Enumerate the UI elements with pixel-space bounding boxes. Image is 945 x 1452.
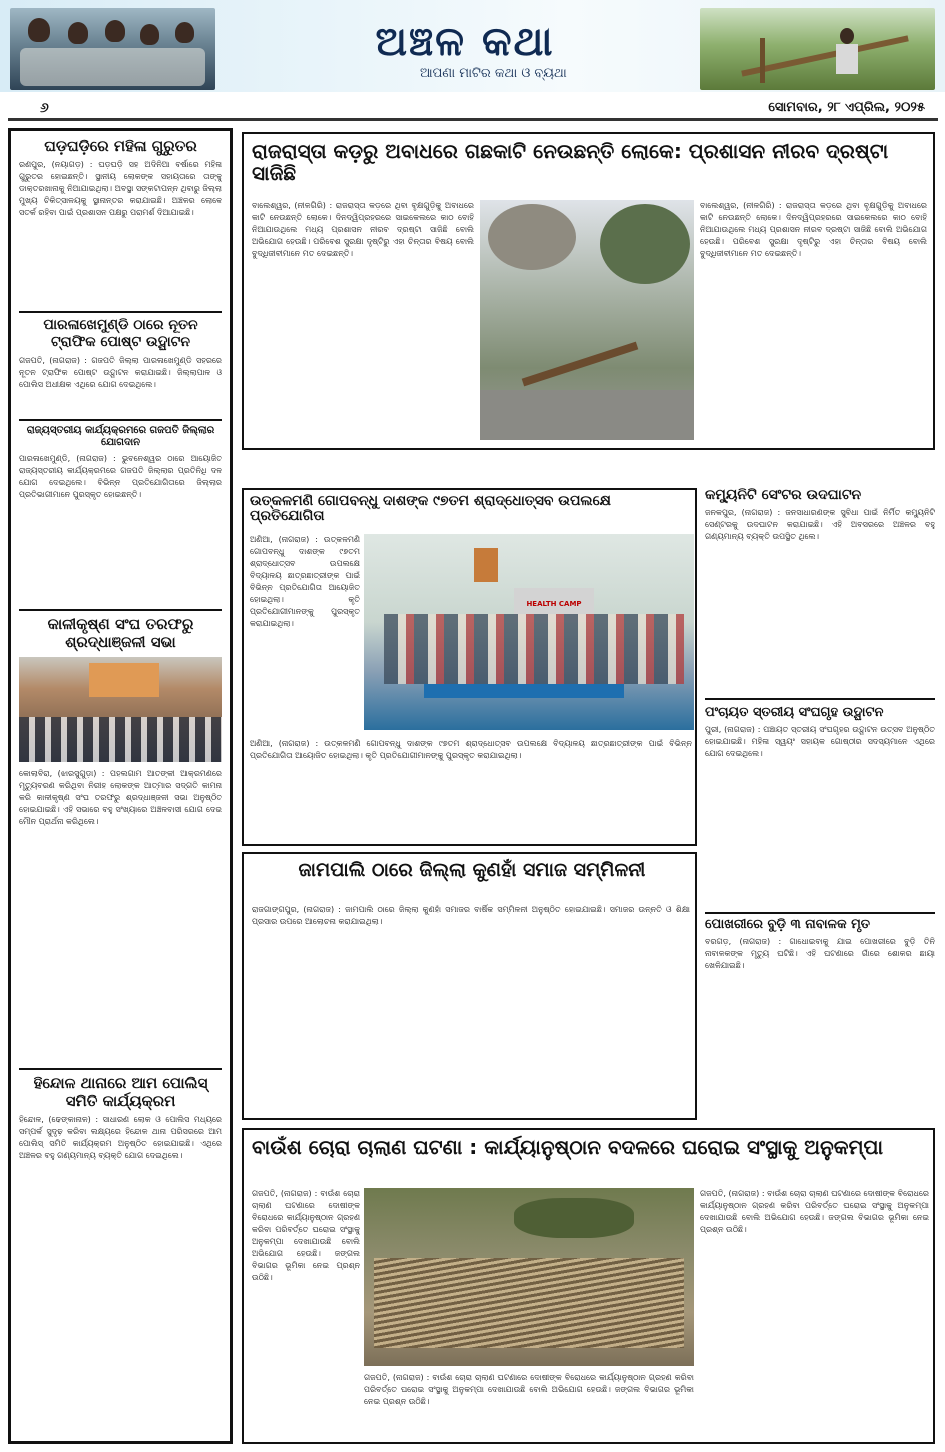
- story-headline: କାଳୀକୃଷ୍ଣ ସଂଘ ତରଫରୁ ଶ୍ରଦ୍ଧାଞ୍ଜଳୀ ସଭା: [47, 614, 194, 651]
- masthead-tagline: ଆପଣା ମାଟିର କଥା ଓ ବ୍ୟଥା: [420, 66, 567, 81]
- bamboo-story: [242, 1128, 935, 1444]
- story-body: କୋଲାବିରା, (ଝାରସୁଗୁଡ଼ା) : ପହଲଗାମ ଆତଙ୍କୀ ଆକ୍ରମଣରେ ମୃତ୍ୟୁବରଣ କରିଥିବା ନିରୀହ ଲୋକଙ୍କ ଆତ୍ମାର ସଦ୍ଗତି କାମନା କରି କାଳୀକୃଷ୍ଣ ସଂଘ ତରଫରୁ ଶ୍ରଦ୍ଧାଞ୍ଜଳୀ ସଭା ଅନୁଷ୍ଠିତ ହୋଇଯାଇଛି। ଏହି ସଭାରେ ବହୁ ସଂଖ୍ୟାରେ ଅଞ୍ଚଳବାସୀ ଯୋଗ ଦେଇ ମୌନ ପ୍ରାର୍ଥନା କରିଥିଲେ।: [19, 768, 222, 826]
- story-headline: ପାରଳାଖେମୁଣ୍ଡି ଠାରେ ନୂତନ ଟ୍ରାଫିକ ପୋଷ୍ଟ ଉଦ୍ଘାଟନ: [43, 317, 198, 350]
- masthead-photo-field: [700, 8, 935, 90]
- bamboo-body-cont: ଗଜପତି, (ନାଗରାଜ) : ବାଉଁଶ ଚୋରା ଚାଲାଣ ଘଟଣାରେ ଦୋଷୀଙ୍କ ବିରୋଧରେ କାର୍ଯ୍ୟାନୁଷ୍ଠାନ ଗ୍ରହଣ କରିବା ପରିବର୍ତ୍ତେ ଘରୋଇ ସଂସ୍ଥାକୁ ଅନୁକମ୍ପା ଦେଖାଯାଉଛି ବୋଲି ଅଭିଯୋଗ ହେଉଛି। ଜଙ୍ଗଲ ବିଭାଗର ଭୂମିକା ନେଇ ପ୍ରଶ୍ନ ଉଠିଛି।: [364, 1373, 694, 1406]
- photo-tree-cutting: [480, 200, 694, 440]
- story-headline: ରାଜ୍ୟସ୍ତରୀୟ କାର୍ଯ୍ୟକ୍ରମରେ ଗଜପତି ଜିଲ୍ଲାର ଯୋଗଦାନ: [26, 424, 215, 448]
- lead-story: [242, 132, 935, 450]
- divider: [19, 419, 222, 421]
- story-headline: ଘଡ଼ଘଡ଼ିରେ ମହିଳା ଗୁରୁତର: [44, 137, 197, 155]
- left-column: [8, 128, 233, 1444]
- divider: [19, 311, 222, 313]
- jampali-story: [242, 852, 697, 1120]
- jampali-headline: ଜାମପାଲି ଠାରେ ଜିଲ୍ଲା କୁଣହାଁ ସମାଜ ସମ୍ମିଳନୀ: [298, 859, 646, 881]
- masthead: [0, 0, 945, 92]
- bamboo-headline: ବାଉଁଶ ଚୋରା ଚାଲାଣ ଘଟଣା : କାର୍ଯ୍ୟାନୁଷ୍ଠାନ ବଦଳରେ ଘରୋଇ ସଂସ୍ଥାକୁ ଅନୁକମ୍ପା: [252, 1135, 884, 1159]
- story-body: ଗଜପତି, (ନାଗରାଜ) : ଗଜପତି ଜିଲ୍ଲା ପାରଳାଖେମୁଣ୍ଡି ସହରରେ ନୂତନ ଟ୍ରାଫିକ ପୋଷ୍ଟ ଉଦ୍ଘାଟନ କରାଯାଇଛି। ଜିଲ୍ଲାପାଳ ଓ ପୋଲିସ ଅଧୀକ୍ଷକ ଏଥିରେ ଯୋଗ ଦେଇଥିଲେ।: [19, 355, 222, 389]
- gopabandhu-headline: ଉତ୍କଳମଣି ଗୋପବନ୍ଧୁ ଦାଶଙ୍କ ୯୭ତମ ଶ୍ରାଦ୍ଧୋତ୍ସବ ଉପଲକ୍ଷେ ପ୍ରତିଯୋଗିତା: [250, 493, 611, 525]
- masthead-title: ଅଞ୍ଚଳ କଥା: [375, 18, 555, 65]
- gopabandhu-story: [242, 488, 697, 846]
- story-body: ରଣପୁର, (ନୟାଗଡ଼) : ଘଡ଼ଘଡ଼ି ସହ ଅଦିନିଆ ବର୍ଷାରେ ମହିଳା ଗୁରୁତର ହୋଇଛନ୍ତି। ସ୍ଥାନୀୟ ଲୋକଙ୍କ ସହାୟତାରେ ତାଙ୍କୁ ଡାକ୍ତରଖାନାକୁ ନିଆଯାଇଥିଲା। ଅବସ୍ଥା ସଙ୍କଟାପନ୍ନ ଥିବାରୁ ଜିଲ୍ଲା ମୁଖ୍ୟ ଚିକିତ୍ସାଳୟକୁ ସ୍ଥାନାନ୍ତର କରାଯାଇଛି। ଅଞ୍ଚଳର ଲୋକେ ସତର୍କ ରହିବା ପାଇଁ ପ୍ରଶାସନ ପକ୍ଷରୁ ପରାମର୍ଶ ଦିଆଯାଇଛି।: [19, 160, 222, 217]
- pokhari-body: ବରଗଡ଼, (ନାଗରାଜ) : ଗାଧୋଇବାକୁ ଯାଇ ପୋଖରୀରେ ବୁଡ଼ି ତିନି ନାବାଳକଙ୍କ ମୃତ୍ୟୁ ଘଟିଛି। ଏହି ଘଟଣାରେ ଗାଁରେ ଶୋକର ଛାୟା ଖେଳିଯାଇଛି।: [705, 937, 935, 971]
- pokhari-story: [705, 912, 935, 1120]
- pokhari-headline: ପୋଖରୀରେ ବୁଡ଼ି ୩ ନାବାଳକ ମୃତ: [705, 917, 871, 932]
- gopabandhu-body-cont: ଅଣିଆ, (ନାଗରାଜ) : ଉତ୍କଳମଣି ଗୋପବନ୍ଧୁ ଦାଶଙ୍କ ୯୭ତମ ଶ୍ରାଦ୍ଧୋତ୍ସବ ଉପଲକ୍ଷେ ବିଦ୍ୟାଳୟ ଛାତ୍ରଛାତ୍ରୀଙ୍କ ପାଇଁ ବିଭିନ୍ନ ପ୍ରତିଯୋଗିତା ଆୟୋଜିତ ହୋଇଥିଲା। କୃତି ପ୍ରତିଯୋଗୀମାନଙ୍କୁ ପୁରସ୍କୃତ କରାଯାଇଥିଲା।: [250, 739, 692, 760]
- lead-body: ବାଲେଶ୍ୱର, (ନୀଳଗିରି) : ରାଜରାସ୍ତା କଡ଼ରେ ଥିବା ବୃକ୍ଷଗୁଡ଼ିକୁ ଅବାଧରେ କାଟି ନେଉଛନ୍ତି ଲୋକେ। ଦିନଦ୍ୱିପ୍ରହରରେ ସାଇକେଲରେ କାଠ ବୋହି ନିଆଯାଉଥିଲେ ମଧ୍ୟ ପ୍ରଶାସନ ନୀରବ ଦ୍ରଷ୍ଟା ସାଜିଛି ବୋଲି ଅଭିଯୋଗ ହେଉଛି। ପରିବେଶ ସୁରକ୍ଷା ଦୃଷ୍ଟିରୁ ଏହା ଚିନ୍ତାର ବିଷୟ ବୋଲି ବୁଦ୍ଧିଜୀବୀମାନେ ମତ ଦେଇଛନ୍ତି।: [252, 201, 474, 258]
- divider: [19, 1068, 222, 1070]
- photo-competition-group: [364, 534, 694, 730]
- bamboo-body-right: ଗଜପତି, (ନାଗରାଜ) : ବାଉଁଶ ଚୋରା ଚାଲାଣ ଘଟଣାରେ ଦୋଷୀଙ୍କ ବିରୋଧରେ କାର୍ଯ୍ୟାନୁଷ୍ଠାନ ଗ୍ରହଣ କରିବା ପରିବର୍ତ୍ତେ ଘରୋଇ ସଂସ୍ଥାକୁ ଅନୁକମ୍ପା ଦେଖାଯାଉଛି ବୋଲି ଅଭିଯୋଗ ହେଉଛି। ଜଙ୍ଗଲ ବିଭାଗର ଭୂମିକା ନେଇ ପ୍ରଶ୍ନ ଉଠିଛି।: [700, 1189, 929, 1234]
- gopabandhu-body: ଅଣିଆ, (ନାଗରାଜ) : ଉତ୍କଳମଣି ଗୋପବନ୍ଧୁ ଦାଶଙ୍କ ୯୭ତମ ଶ୍ରାଦ୍ଧୋତ୍ସବ ଉପଲକ୍ଷେ ବିଦ୍ୟାଳୟ ଛାତ୍ରଛାତ୍ରୀଙ୍କ ପାଇଁ ବିଭିନ୍ନ ପ୍ରତିଯୋଗିତା ଆୟୋଜିତ ହୋଇଥିଲା। କୃତି ପ୍ରତିଯୋଗୀମାନଙ୍କୁ ପୁରସ୍କୃତ କରାଯାଇଥିଲା।: [250, 535, 360, 628]
- bamboo-body: ଗଜପତି, (ନାଗରାଜ) : ବାଉଁଶ ଚୋରା ଚାଲାଣ ଘଟଣାରେ ଦୋଷୀଙ୍କ ବିରୋଧରେ କାର୍ଯ୍ୟାନୁଷ୍ଠାନ ଗ୍ରହଣ କରିବା ପରିବର୍ତ୍ତେ ଘରୋଇ ସଂସ୍ଥାକୁ ଅନୁକମ୍ପା ଦେଖାଯାଉଛି ବୋଲି ଅଭିଯୋଗ ହେଉଛି। ଜଙ୍ଗଲ ବିଭାଗର ଭୂମିକା ନେଇ ପ୍ରଶ୍ନ ଉଠିଛି।: [252, 1189, 360, 1282]
- masthead-photo-students: [10, 8, 215, 90]
- divider: [19, 609, 222, 611]
- masthead-rule: [8, 118, 938, 121]
- community-headline: କମ୍ୟୁନିଟି ସେଂଟର ଉଦଘାଟନ: [705, 487, 862, 503]
- banner-text: HEALTH CAMP: [514, 588, 594, 622]
- lead-body-cont: ବାଲେଶ୍ୱର, (ନୀଳଗିରି) : ରାଜରାସ୍ତା କଡ଼ରେ ଥିବା ବୃକ୍ଷଗୁଡ଼ିକୁ ଅବାଧରେ କାଟି ନେଉଛନ୍ତି ଲୋକେ। ଦିନଦ୍ୱିପ୍ରହରରେ ସାଇକେଲରେ କାଠ ବୋହି ନିଆଯାଉଥିଲେ ମଧ୍ୟ ପ୍ରଶାସନ ନୀରବ ଦ୍ରଷ୍ଟା ସାଜିଛି ବୋଲି ଅଭିଯୋଗ ହେଉଛି। ପରିବେଶ ସୁରକ୍ଷା ଦୃଷ୍ଟିରୁ ଏହା ଚିନ୍ତାର ବିଷୟ ବୋଲି ବୁଦ୍ଧିଜୀବୀମାନେ ମତ ଦେଇଛନ୍ତି।: [700, 201, 927, 258]
- jampali-body: ରାଜଗାଙ୍ଗପୁର, (ନାଗରାଜ) : ଜାମପାଲି ଠାରେ ଜିଲ୍ଲା କୁଣହାଁ ସମାଜର ବାର୍ଷିକ ସମ୍ମିଳନୀ ଅନୁଷ୍ଠିତ ହୋଇଯାଇଛି। ସମାଜର ଉନ୍ନତି ଓ ଶିକ୍ଷା ପ୍ରସାର ଉପରେ ଆଲୋଚନା କରାଯାଇଥିଲା।: [252, 905, 690, 926]
- panchayat-story: [705, 706, 935, 904]
- story-headline: ହିନ୍ଦୋଳ ଥାନାରେ ଆମ ପୋଲିସ୍ ସମିତି କାର୍ଯ୍ୟକ୍ରମ: [33, 1073, 208, 1110]
- issue-date: ସୋମବାର, ୨୮ ଏପ୍ରିଲ, ୨୦୨୫: [768, 100, 925, 115]
- lead-headline: ରାଜରାସ୍ତା କଡ଼ରୁ ଅବାଧରେ ଗଛକାଟି ନେଉଛନ୍ତି ଲୋକେ: ପ୍ରଶାସନ ନୀରବ ଦ୍ରଷ୍ଟା ସାଜିଛି: [252, 139, 889, 185]
- community-body: ଜନକପୁର, (ନାଗରାଜ) : ଜନସାଧାରଣଙ୍କ ସୁବିଧା ପାଇଁ ନିର୍ମିତ କମ୍ୟୁନିଟି ସେଣ୍ଟରକୁ ଉଦଘାଟନ କରାଯାଇଛି। ଏହି ଅବସରରେ ଅଞ୍ଚଳର ବହୁ ଗଣ୍ୟମାନ୍ୟ ବ୍ୟକ୍ତି ଉପସ୍ଥିତ ଥିଲେ।: [705, 508, 935, 542]
- photo-tribute-meeting: [19, 657, 222, 762]
- panchayat-headline: ପଂଚାୟତ ସ୍ତରୀୟ ସଂଘଗୃହ ଉଦ୍ଘାଟନ: [705, 705, 884, 720]
- community-story: [705, 488, 935, 700]
- story-body: ପାରଳାଖେମୁଣ୍ଡି, (ନାଗରାଜ) : ଭୁବନେଶ୍ୱର ଠାରେ ଆୟୋଜିତ ରାଜ୍ୟସ୍ତରୀୟ କାର୍ଯ୍ୟକ୍ରମରେ ଗଜପତି ଜିଲ୍ଲାର ପ୍ରତିନିଧି ଦଳ ଯୋଗ ଦେଇଥିଲେ। ବିଭିନ୍ନ ପ୍ରତିଯୋଗିତାରେ ଜିଲ୍ଲାର ପ୍ରତିଭାଗୀମାନେ ପୁରସ୍କୃତ ହୋଇଛନ୍ତି।: [19, 453, 222, 499]
- story-body: ହିନ୍ଦୋଳ, (ଢେଙ୍କାନାଳ) : ସାଧାରଣ ଲୋକ ଓ ପୋଲିସ ମଧ୍ୟରେ ସମ୍ପର୍କ ସୁଦୃଢ଼ କରିବା ଲକ୍ଷ୍ୟରେ ହିନ୍ଦୋଳ ଥାନା ପରିସରରେ ଆମ ପୋଲିସ୍ ସମିତି କାର୍ଯ୍ୟକ୍ରମ ଅନୁଷ୍ଠିତ ହୋଇଯାଇଛି। ଏଥିରେ ଅଞ୍ଚଳର ବହୁ ଗଣ୍ୟମାନ୍ୟ ବ୍ୟକ୍ତି ଯୋଗ ଦେଇଥିଲେ।: [19, 1114, 222, 1160]
- page-number: ୬: [40, 100, 49, 116]
- photo-bamboo-pile: [364, 1188, 694, 1366]
- panchayat-body: ପୁରୀ, (ନାଗରାଜ) : ପଞ୍ଚାୟତ ସ୍ତରୀୟ ସଂଘଗୃହର ଉଦ୍ଘାଟନ ଉତ୍ସବ ଅନୁଷ୍ଠିତ ହୋଇଯାଇଛି। ମହିଳା ସ୍ୱୟଂ ସହାୟକ ଗୋଷ୍ଠୀର ସଦସ୍ୟମାନେ ଏଥିରେ ଯୋଗ ଦେଇଥିଲେ।: [705, 725, 935, 759]
